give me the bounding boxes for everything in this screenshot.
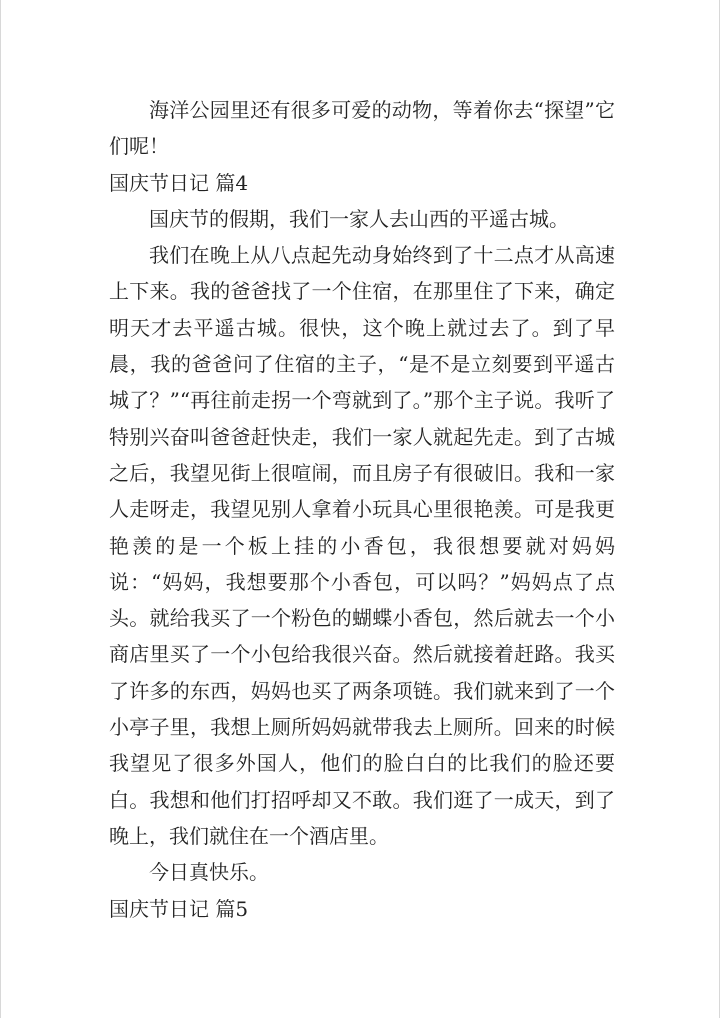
- paragraph-happy-today: 今日真快乐。: [149, 860, 269, 885]
- paragraph-intro-pingyao: 国庆节的假期，我们一家人去山西的平遥古城。: [149, 206, 569, 231]
- section-heading-diary-5: 国庆节日记 篇5: [109, 896, 249, 921]
- document-body: [109, 92, 615, 927]
- section-heading-diary-4: 国庆节日记 篇4: [109, 170, 249, 195]
- paragraph-trip-story: 我们在晚上从八点起先动身始终到了十二点才从高速上下来。我的爸爸找了一个住宿，在那里住了下来，确定明天才去平遥古城。很快，这个晚上就过去了。到了早晨，我的爸爸问了住宿的主子，“是不是立刻要到平遥古城了？”“再往前走拐一个弯就到了。”那个主子说。我听了特别兴奋叫爸爸赶快走，我们一家人就起先走。到了古城之后，我望见街上很喧闹，而且房子有很破旧。我和一家人走呀走，我望见别人拿着小玩具心里很艳羡。可是我更艳羡的是一个板上挂的小香包，我很想要就对妈妈说：“妈妈，我想要那个小香包，可以吗？”妈妈点了点头。就给我买了一个粉色的蝴蝶小香包，然后就去一个小商店里买了一个小包给我很兴奋。然后就接着赶路。我买了许多的东西，妈妈也买了两条项链。我们就来到了一个小亭子里，我想上厕所妈妈就带我去上厕所。回来的时候我望见了很多外国人，他们的脸白白的比我们的脸还要白。我想和他们打招呼却又不敢。我们逛了一成天，到了晚上，我们就住在一个酒店里。: [109, 243, 615, 848]
- paragraph-ocean-park-ending: 海洋公园里还有很多可爱的动物，等着你去“探望”它们呢！: [109, 98, 615, 159]
